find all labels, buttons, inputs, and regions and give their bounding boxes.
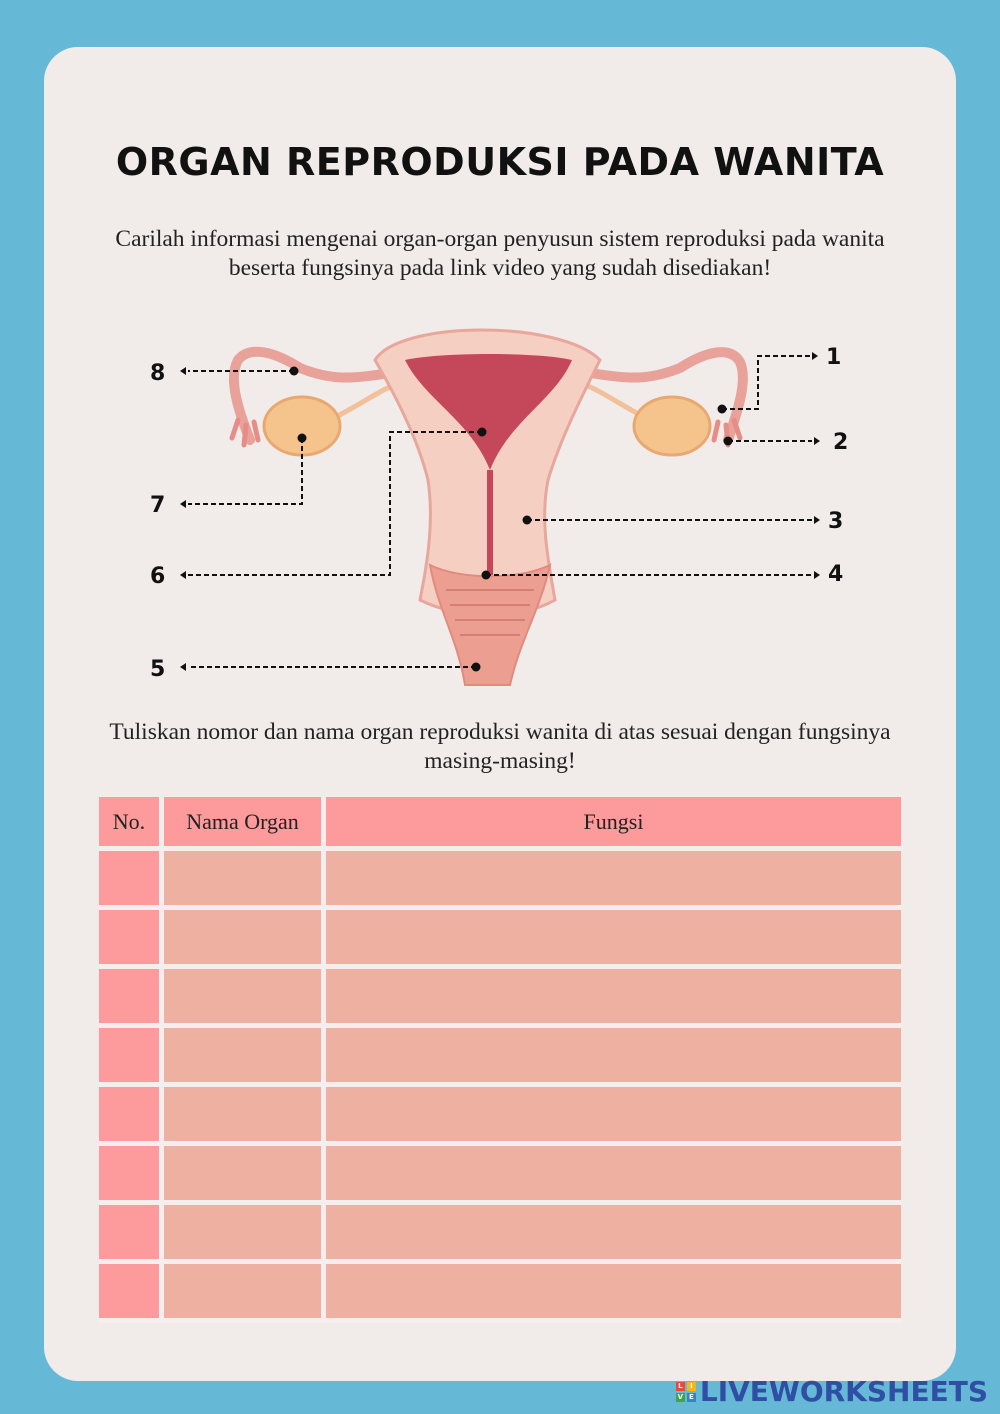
diagram-label-1: 1 [826, 345, 842, 370]
answer-table [99, 797, 901, 1323]
fungsi-cell[interactable] [326, 969, 901, 1028]
table-row [99, 1264, 901, 1323]
nama-organ-cell[interactable] [164, 851, 326, 910]
fungsi-cell[interactable] [326, 1205, 901, 1264]
header-nama-organ: Nama Organ [164, 797, 326, 851]
table-row [99, 851, 901, 910]
page-title: ORGAN REPRODUKSI PADA WANITA [115, 140, 885, 184]
fungsi-cell[interactable] [326, 1146, 901, 1205]
right-ovary [634, 397, 710, 455]
fungsi-cell[interactable] [326, 1264, 901, 1323]
no-cell[interactable] [99, 969, 164, 1028]
diagram-label-7: 7 [150, 493, 166, 518]
watermark-text: LIVEWORKSHEETS [699, 1375, 988, 1408]
table-body [99, 851, 901, 1323]
table-row [99, 1146, 901, 1205]
nama-organ-cell[interactable] [164, 969, 326, 1028]
no-cell[interactable] [99, 851, 164, 910]
instruction-bottom: Tuliskan nomor dan nama organ reproduksi wanita di atas sesuai dengan fungsinya masing-masing! [109, 719, 891, 774]
no-cell[interactable] [99, 910, 164, 969]
diagram-label-3: 3 [828, 509, 844, 534]
nama-organ-cell[interactable] [164, 1146, 326, 1205]
table-row [99, 1205, 901, 1264]
table-row [99, 1028, 901, 1087]
liveworksheets-logo-icon: L I V E [676, 1382, 696, 1402]
table-row [99, 969, 901, 1028]
diagram-label-2: 2 [833, 430, 849, 455]
fungsi-cell[interactable] [326, 910, 901, 969]
fungsi-cell[interactable] [326, 1087, 901, 1146]
nama-organ-cell[interactable] [164, 910, 326, 969]
diagram-label-5: 5 [150, 657, 166, 682]
table-row [99, 1087, 901, 1146]
header-fungsi: Fungsi [326, 797, 901, 851]
uterus-diagram [0, 300, 1000, 700]
diagram-label-4: 4 [828, 562, 844, 587]
left-ovarian-ligament [330, 385, 395, 420]
header-no: No. [99, 797, 164, 851]
no-cell[interactable] [99, 1264, 164, 1323]
no-cell[interactable] [99, 1146, 164, 1205]
nama-organ-cell[interactable] [164, 1205, 326, 1264]
no-cell[interactable] [99, 1205, 164, 1264]
diagram-label-6: 6 [150, 564, 166, 589]
nama-organ-cell[interactable] [164, 1264, 326, 1323]
nama-organ-cell[interactable] [164, 1028, 326, 1087]
liveworksheets-watermark [676, 1375, 988, 1408]
instruction-top: Carilah informasi mengenai organ-organ penyusun sistem reproduksi pada wanita beserta fungsinya pada link video yang sudah disediakan! [115, 226, 885, 281]
table-header-row [99, 797, 901, 851]
no-cell[interactable] [99, 1028, 164, 1087]
fungsi-cell[interactable] [326, 1028, 901, 1087]
fungsi-cell[interactable] [326, 851, 901, 910]
table-row [99, 910, 901, 969]
no-cell[interactable] [99, 1087, 164, 1146]
nama-organ-cell[interactable] [164, 1087, 326, 1146]
diagram-label-8: 8 [150, 361, 166, 386]
